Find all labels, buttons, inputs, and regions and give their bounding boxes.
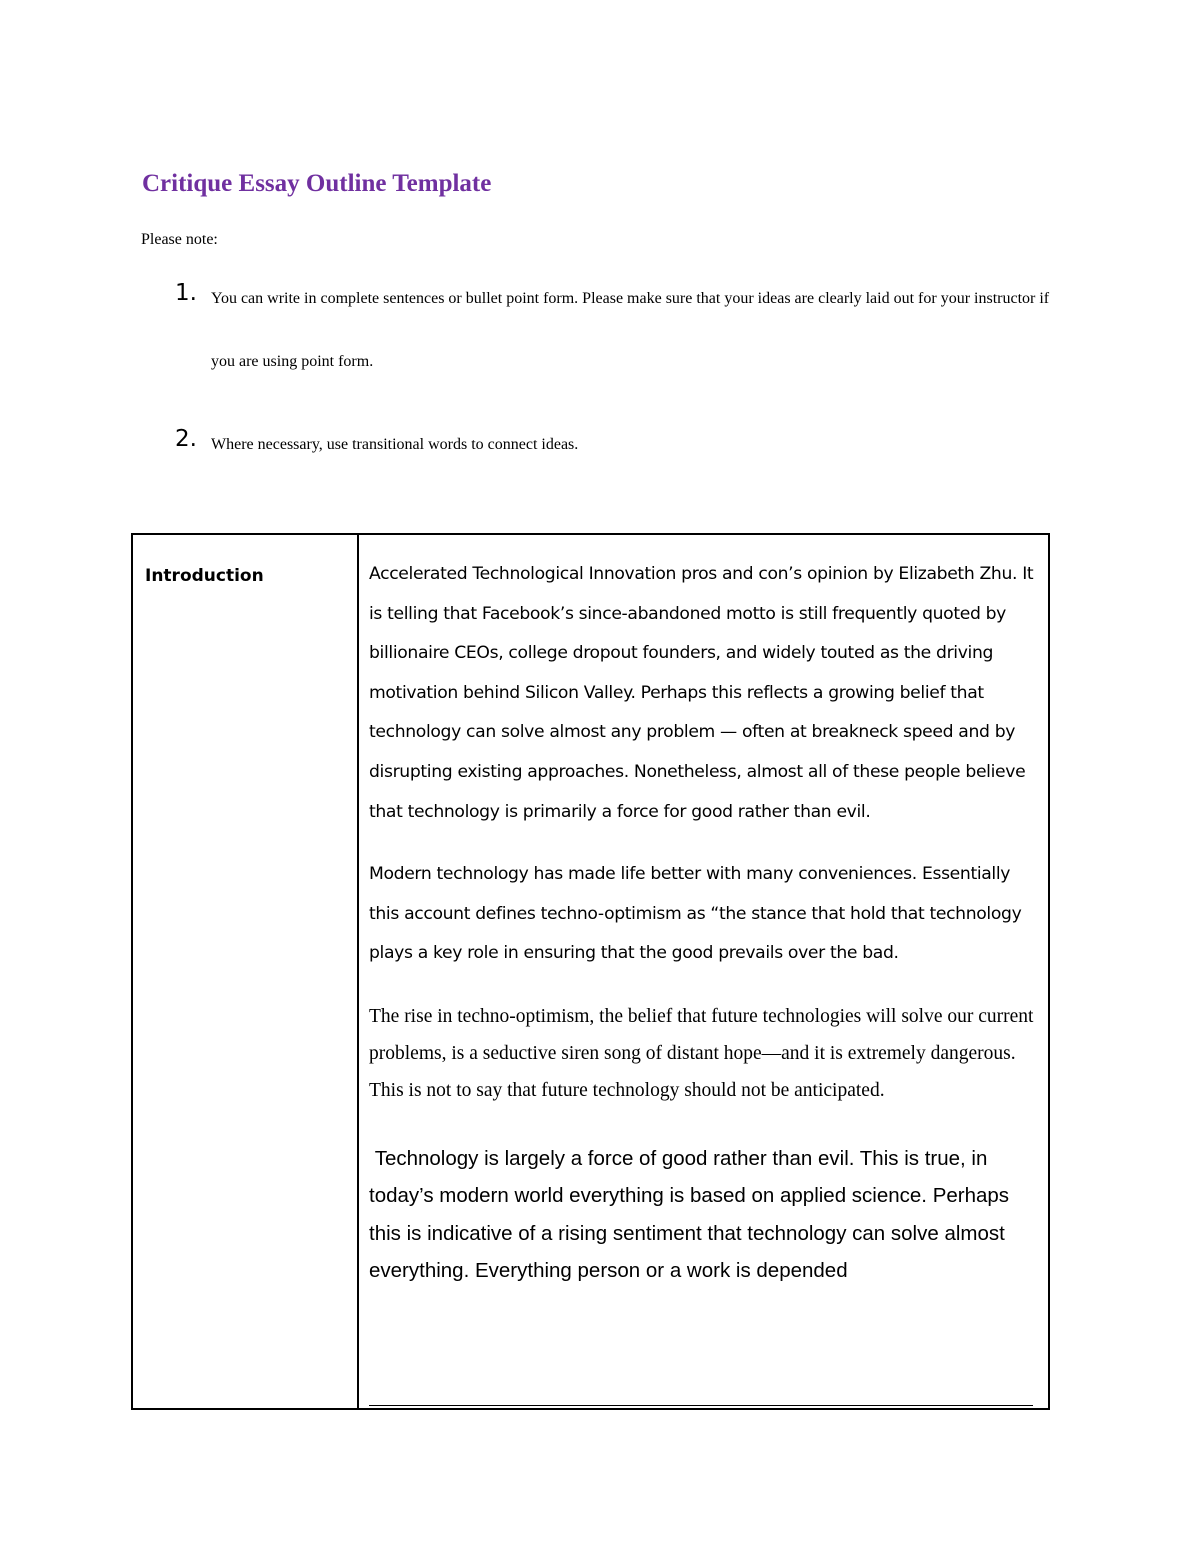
paragraph: The rise in techno-optimism, the belief that future technologies will solve our current problems, is a seductive siren song of distant hope—and it is extremely dangerous. This is not to say that future technology should not be anticipated. [369,1005,1034,1102]
note-text: You can write in complete sentences or bullet point form. Please make sure that your ideas are clearly laid out for your instructor if you are using point form. [211,290,1050,370]
paragraph: Modern technology has made life better with many conveniences. Essentially this account defines techno-optimism as “the stance that hold that technology plays a key role in ensuring that the good prevails over the bad. [369,864,1022,964]
paragraph: Technology is largely a force of good rather than evil. This is true, in today’s modern world everything is based on applied science. Perhaps this is indicative of a rising sentiment that technology can solve almost everything. Everything person or a work is depended [369,1146,1015,1283]
introduction-content [369,555,1037,1290]
outline-table [131,533,1050,1410]
text-underline [369,1405,1033,1406]
note-label: Please note: [141,231,218,248]
section-label-introduction: Introduction [145,566,264,586]
note-text: Where necessary, use transitional words to connect ideas. [211,436,579,453]
note-number: 2. [175,426,197,452]
document-title: Critique Essay Outline Template [142,170,492,197]
paragraph: Accelerated Technological Innovation pros and con’s opinion by Elizabeth Zhu. It is telling that Facebook’s since-abandoned motto is still frequently quoted by billionaire CEOs, college dropout founders, and widely touted as the driving motivation behind Silicon Valley. Perhaps this reflects a growing belief that technology can solve almost any problem — often at breakneck speed and by disrupting existing approaches. Nonetheless, almost all of these people believe that technology is primarily a force for good rather than evil. [369,564,1034,822]
note-number: 1. [175,280,197,306]
column-divider [357,535,359,1408]
